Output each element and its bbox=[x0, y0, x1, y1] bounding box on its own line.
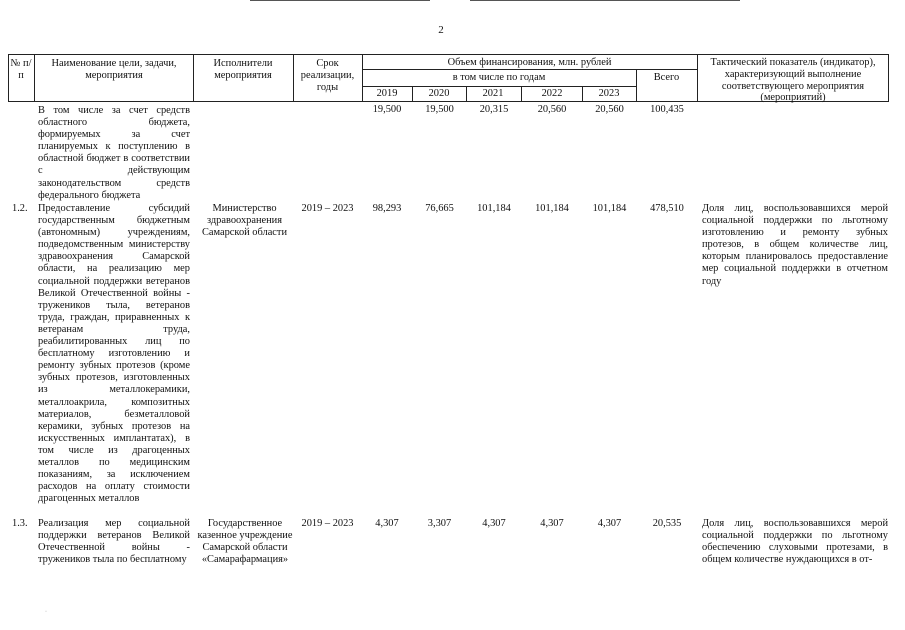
row-name: Реализация мер социальной поддержки ветеранов Великой Отечественной войны - тружеников тыла по бесплатному bbox=[38, 518, 190, 566]
scan-speck: · bbox=[45, 609, 47, 615]
row-total: 478,510 bbox=[650, 203, 684, 214]
row-value: 4,307 bbox=[375, 518, 399, 529]
header-line-funding bbox=[362, 69, 697, 70]
grid-col-y4 bbox=[582, 86, 583, 102]
row-indicator: Доля лиц, воспользовавшихся мерой социальной поддержки по льготному обеспечению слуховыми протезами, в общем количестве нуждающихся в от- bbox=[702, 518, 888, 566]
row-value: 4,307 bbox=[482, 518, 506, 529]
header-executors: Исполнители мероприятия bbox=[213, 58, 273, 81]
scan-top-line-2 bbox=[470, 0, 740, 1]
row-name: В том числе за счет средств областного бюджета, формируемых за счет планируемых к поступлению в областной бюджет в соответствии с действующим законодательством средств федерального бюджета bbox=[38, 105, 190, 201]
row-value: 101,184 bbox=[477, 203, 511, 214]
grid-col-y1 bbox=[412, 86, 413, 102]
row-number: 1.2. bbox=[12, 203, 28, 214]
header-year: 2020 bbox=[428, 88, 450, 99]
header-num: № п/п bbox=[10, 58, 32, 81]
row-indicator: Доля лиц, воспользовавшихся мерой социальной поддержки по льготному изготовлению и ремонту зубных протезов, в общем количестве лиц, которым планировалось предоставление мер социальной поддержки в отчетном году bbox=[702, 203, 888, 287]
grid-col-2 bbox=[193, 54, 194, 102]
grid-col-indicator bbox=[697, 54, 698, 102]
row-name: Предоставление субсидий государственным бюджетным (автономным) учреждениям, подведомственным министерству здравоохранения Самарской области, на реализацию мер социальной поддержки ветеранов Великой Отечественной войны - тружеников тыла, ветеранов труда, граждан, приравненных к ветеранам труда, реабилитированных лиц по бесплатному изготовлению и ремонту зубных протезов (кроме зубных протезов, изготовленных из металлокерамики, металлоакрила, композитных материалов, безметалловой керамики, зубных протезов на искусственных имплантатах), в том числе из драгоценных металлов по медицинским показаниям, за исключением расходов на оплату стоимости драгоценных металлов bbox=[38, 203, 190, 505]
grid-col-left bbox=[8, 54, 9, 102]
row-executor: Министерство здравоохранения Самарской области bbox=[201, 203, 288, 239]
grid-col-right bbox=[888, 54, 889, 102]
header-name: Наименование цели, задачи, мероприятия bbox=[51, 58, 177, 81]
header-term: Срок реализации, годы bbox=[300, 58, 355, 93]
row-term: 2019 – 2023 bbox=[301, 203, 354, 214]
row-term: 2019 – 2023 bbox=[301, 518, 354, 529]
header-year: 2019 bbox=[376, 88, 398, 99]
row-value: 76,665 bbox=[425, 203, 454, 214]
row-value: 19,500 bbox=[372, 104, 402, 115]
page-number: 2 bbox=[438, 24, 444, 36]
header-line-years bbox=[362, 86, 636, 87]
grid-col-y2 bbox=[466, 86, 467, 102]
header-year: 2022 bbox=[541, 88, 563, 99]
header-year: 2023 bbox=[598, 88, 620, 99]
row-value: 98,293 bbox=[372, 203, 402, 214]
row-value: 3,307 bbox=[427, 518, 452, 529]
row-value: 19,500 bbox=[425, 104, 454, 115]
scan-top-line-1 bbox=[250, 0, 430, 1]
row-total: 20,535 bbox=[652, 518, 682, 529]
header-year: 2021 bbox=[482, 88, 504, 99]
header-indicator: Тактический показатель (индикатор), характеризующий выполнение соответствующего мероприятия (мероприятий) bbox=[710, 57, 876, 104]
row-value: 101,184 bbox=[535, 203, 569, 214]
grid-col-y3 bbox=[521, 86, 522, 102]
row-value: 4,307 bbox=[540, 518, 564, 529]
row-value: 101,184 bbox=[592, 203, 627, 214]
header-total: Всего bbox=[653, 72, 680, 83]
grid-col-1 bbox=[34, 54, 35, 102]
row-value: 20,560 bbox=[537, 104, 567, 115]
header-by-years: в том числе по годам bbox=[452, 72, 546, 83]
row-executor: Государственное казенное учреждение Самарской области «Самарафармация» bbox=[197, 518, 293, 566]
table-top-border bbox=[8, 54, 888, 55]
row-total: 100,435 bbox=[650, 104, 684, 115]
header-funding: Объем финансирования, млн. рублей bbox=[447, 57, 612, 68]
row-value: 20,560 bbox=[595, 104, 624, 115]
row-value: 20,315 bbox=[479, 104, 509, 115]
row-value: 4,307 bbox=[597, 518, 622, 529]
row-number: 1.3. bbox=[12, 518, 28, 529]
